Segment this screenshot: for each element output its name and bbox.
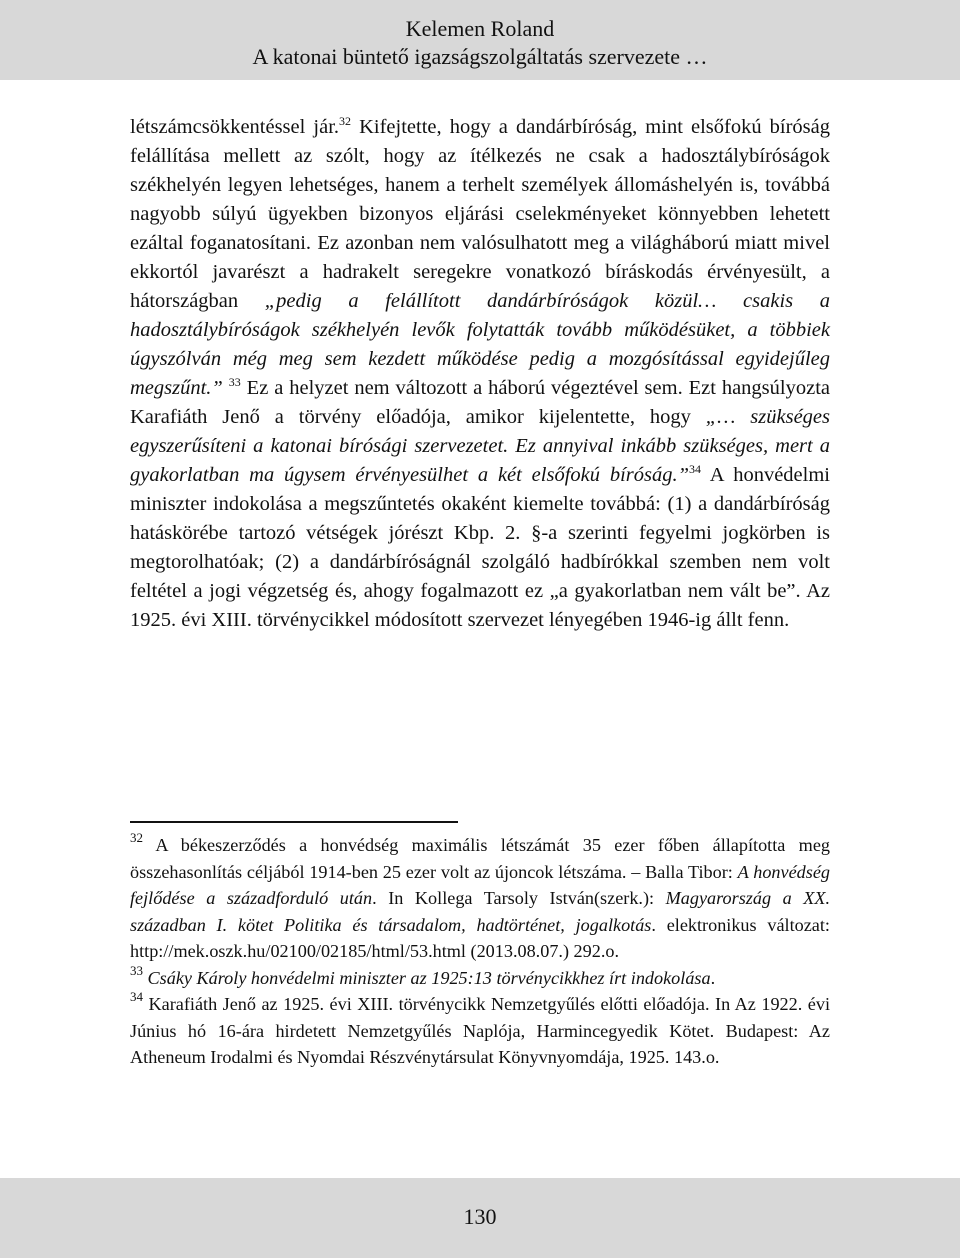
quoted-text: Magyarország a XX. században I. kötet Politika és társadalom, hadtörténet, jogalkotás	[130, 888, 831, 935]
text-run: létszámcsökkentéssel jár.	[130, 116, 340, 138]
footnote-number: 32	[130, 830, 143, 845]
text-run: Karafiáth Jenő az 1925. évi XIII. törvénycikk Nemzetgyűlés előtti előadója. In Az 1922. évi Június hó 16-ára hirdetett Nemzetgyűlés Naplója, Harmincegyedik Kötet. Budapest: Az Atheneum Irodalmi és Nyomdai Részvénytársulat Könyvnyomdája, 1925. 143.o.	[130, 994, 830, 1067]
footnote	[130, 832, 830, 965]
footnote	[130, 991, 830, 1071]
text-run: . In Kollega Tarsoly István(szerk.):	[372, 888, 666, 908]
page-number: 130	[463, 1204, 497, 1229]
quoted-text: „pedig a felállított dandárbíróságok közül… csakis a hadosztálybíróságok székhelyén levők folytatták tovább működésüket, a többiek úgyszólván még meg sem kezdett működése pedig a mozgósítással egyidejűleg megszűnt.”	[130, 290, 830, 399]
page-header	[0, 0, 960, 80]
footnote-number: 34	[130, 989, 143, 1004]
quoted-text: „… szükséges egyszerűsíteni a katonai bírósági szervezetet. Ez annyival inkább szükséges, mert a gyakorlatban ma úgysem érvényesülhet a két elsőfokú bíróság.”	[130, 406, 831, 486]
footnote-number: 33	[130, 962, 143, 978]
body-paragraph	[130, 113, 830, 635]
footnote	[130, 962, 830, 992]
footnote-reference: 34	[689, 462, 701, 476]
quoted-text: Csáky Károly honvédelmi miniszter az 1925:13 törvénycikkhez írt indokolása	[147, 967, 711, 988]
text-run: .	[710, 967, 716, 988]
text-run: A honvédelmi miniszter indokolása a megszűntetés okaként kiemelte továbbá: (1) a dandárbíróság hatáskörébe tartozó vétségek jórészt Kbp. 2. §-a szerinti fegyelmi jogkörben is megtorolhatóak; (2) a dandárbíróságnál szolgáló hadbírókkal szemben nem volt feltétel a jogi végzetség és, ahogy fogalmazott ez „a gyakorlatban nem vált be”. Az 1925. évi XIII. törvénycikkel módosított szervezet lényegében 1946-ig állt fenn.	[130, 464, 830, 631]
footnote-reference: 32	[339, 114, 352, 128]
text-run: A békeszerződés a honvédség maximális létszámát 35 ezer főben állapította meg összehasonlítás céljából 1914-ben 25 ezer volt az újoncok létszáma. – Balla Tibor:	[130, 835, 830, 882]
footnote-reference: 33	[228, 375, 241, 389]
header-title: A katonai büntető igazságszolgáltatás szervezete …	[252, 44, 708, 69]
header-author: Kelemen Roland	[405, 16, 555, 41]
footnotes-section	[130, 832, 830, 1071]
text-run: Kifejtette, hogy a dandárbíróság, mint elsőfokú bíróság felállítása mellett az szólt, hogy az ítélkezés ne csak a hadosztálybíróságok székhelyén legyen lehetséges, hanem a terhelt személyek állomáshelyén is, továbbá nagyobb súlyú ügyekben bizonyos eljárási cselekményeket könnyebben lehetett ezáltal foganatosítani. Ez azonban nem valósulhatott meg a világháború miatt mivel ekkortól javarészt a hadrakelt seregekre vonatkozó bíráskodás érvényesült, a hátországban	[130, 116, 830, 312]
footnote-separator	[130, 821, 458, 823]
text-run: Ez a helyzet nem változott a háború végeztével sem. Ezt hangsúlyozta Karafiáth Jenő a törvény előadója, amikor kijelentette, hogy	[130, 377, 830, 428]
main-text	[130, 113, 830, 635]
quoted-text: A honvédség fejlődése a századforduló után	[130, 861, 830, 908]
page-footer	[0, 1178, 960, 1258]
text-run: . elektronikus változat: http://mek.oszk.hu/02100/02185/html/53.html (2013.08.07.) 292.o.	[130, 914, 830, 961]
